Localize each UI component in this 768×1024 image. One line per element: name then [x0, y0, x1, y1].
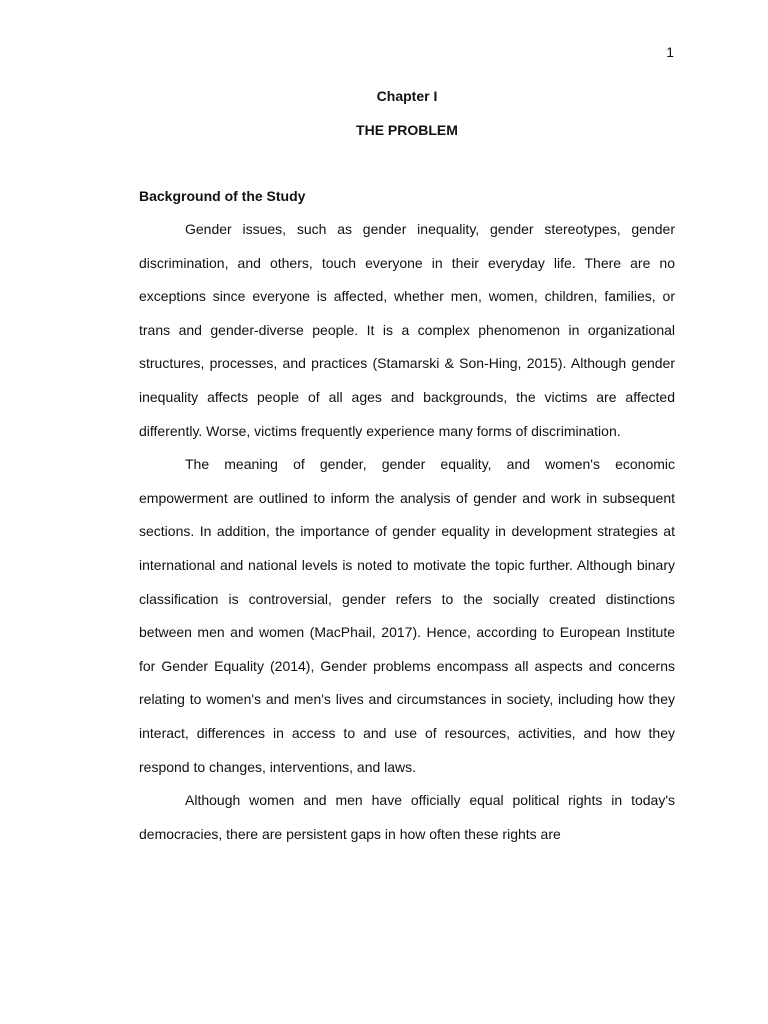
- section-heading: Background of the Study: [139, 188, 306, 204]
- paragraph-meaning-of-gender: The meaning of gender, gender equality, and women's economic empowerment are outlined to inform the analysis of gender and work in subsequent sections. In addition, the importance of gender equality in development strategies at international and national levels is noted to motivate the topic further. Although binary classification is controversial, gender refers to the socially created distinctions between men and women (MacPhail, 2017). Hence, according to European Institute for Gender Equality (2014), Gender problems encompass all aspects and concerns relating to women's and men's lives and circumstances in society, including how they interact, differences in access to and use of resources, activities, and how they respond to changes, interventions, and laws.: [139, 456, 675, 775]
- page-number: 1: [666, 44, 674, 60]
- paragraph-gender-issues: Gender issues, such as gender inequality, gender stereotypes, gender discrimination, and others, touch everyone in their everyday life. There are no exceptions since everyone is affected, whether men, women, children, families, or trans and gender-diverse people. It is a complex phenomenon in organizational structures, processes, and practices (Stamarski & Son-Hing, 2015). Although gender inequality affects people of all ages and backgrounds, the victims are affected differently. Worse, victims frequently experience many forms of discrimination.: [139, 221, 675, 439]
- chapter-label: Chapter I: [376, 88, 438, 104]
- paragraph-political-rights: Although women and men have officially equal political rights in today's democracies, there are persistent gaps in how often these rights are: [139, 792, 675, 842]
- body-text: [139, 213, 675, 851]
- chapter-title: THE PROBLEM: [356, 122, 458, 138]
